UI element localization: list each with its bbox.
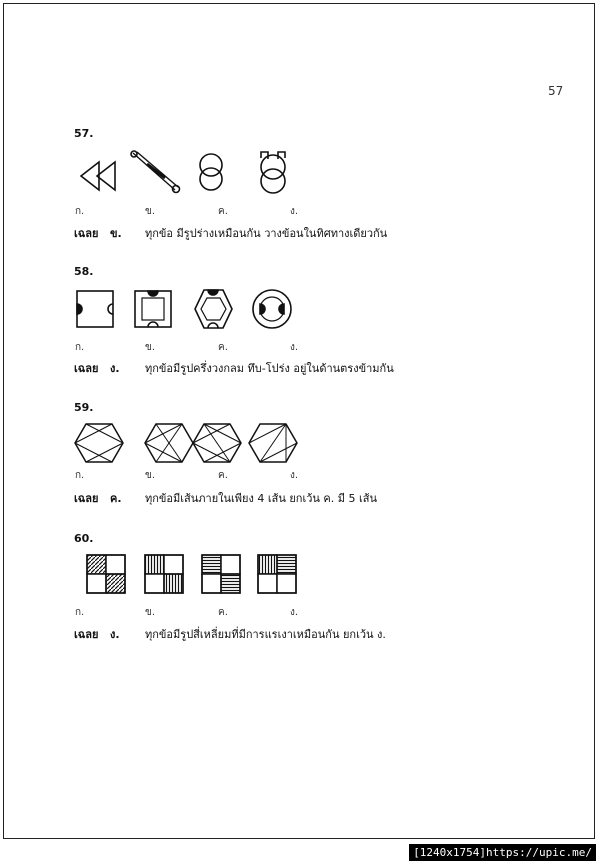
figure-59-a — [75, 424, 123, 462]
image-source-link[interactable]: [1240x1754]https://upic.me/ — [409, 844, 596, 861]
figure-57-b — [131, 151, 180, 193]
figure-57-c — [200, 154, 222, 190]
answer-letter: ค. — [110, 492, 122, 505]
answer-label: เฉลย — [74, 362, 99, 375]
figure-60-c — [202, 555, 240, 593]
question-58-figures — [75, 288, 375, 334]
figure-58-c — [195, 290, 232, 328]
choice-label: ค. — [218, 470, 228, 481]
figure-58-b — [135, 291, 171, 327]
figure-59-d — [249, 424, 297, 462]
figure-60-d — [258, 555, 296, 593]
question-57-figures — [75, 150, 375, 198]
question-number: 60. — [74, 532, 94, 545]
figure-57-a — [81, 162, 115, 190]
page-number: 57 — [548, 84, 564, 98]
figure-59-b — [145, 424, 193, 462]
question-number: 59. — [74, 401, 94, 414]
choice-label: ง. — [290, 470, 299, 481]
figure-58-a — [77, 291, 113, 327]
question-59-figures — [75, 422, 375, 468]
choice-label: ง. — [290, 342, 299, 353]
answer-letter: ง. — [110, 362, 120, 375]
answer-letter: ง. — [110, 628, 120, 641]
choice-label: ค. — [218, 206, 228, 217]
choice-label: ก. — [75, 607, 85, 618]
figure-58-d — [253, 290, 291, 328]
answer-explanation: ทุกข้อ มีรูปร่างเหมือนกัน วางข้อนในทิศทางเดียวกัน — [145, 227, 388, 240]
choice-label: ค. — [218, 342, 228, 353]
choice-label: ง. — [290, 607, 299, 618]
choice-label: ข. — [145, 206, 156, 217]
answer-explanation: ทุกข้อมีเส้นภายในเพียง 4 เส้น ยกเว้น ค. มี 5 เส้น — [145, 492, 377, 505]
choice-label: ง. — [290, 206, 299, 217]
choice-label: ข. — [145, 470, 156, 481]
answer-explanation: ทุกข้อมีรูปครึ่งวงกลม ทึบ-โปร่ง อยู่ในด้านตรงข้ามกัน — [145, 362, 394, 375]
question-number: 57. — [74, 127, 94, 140]
answer-label: เฉลย — [74, 227, 99, 240]
question-60-figures — [75, 553, 375, 599]
answer-label: เฉลย — [74, 492, 99, 505]
choice-label: ก. — [75, 206, 85, 217]
choice-label: ก. — [75, 470, 85, 481]
figure-60-b — [145, 555, 183, 593]
answer-label: เฉลย — [74, 628, 99, 641]
choice-label: ก. — [75, 342, 85, 353]
choice-label: ข. — [145, 607, 156, 618]
answer-explanation: ทุกข้อมีรูปสี่เหลี่ยมที่มีการแรเงาเหมือนกัน ยกเว้น ง. — [145, 628, 386, 641]
figure-59-c — [193, 424, 241, 462]
choice-label: ค. — [218, 607, 228, 618]
figure-60-a — [87, 555, 125, 593]
question-number: 58. — [74, 265, 94, 278]
figure-57-d — [261, 152, 285, 193]
choice-label: ข. — [145, 342, 156, 353]
answer-letter: ข. — [110, 227, 122, 240]
